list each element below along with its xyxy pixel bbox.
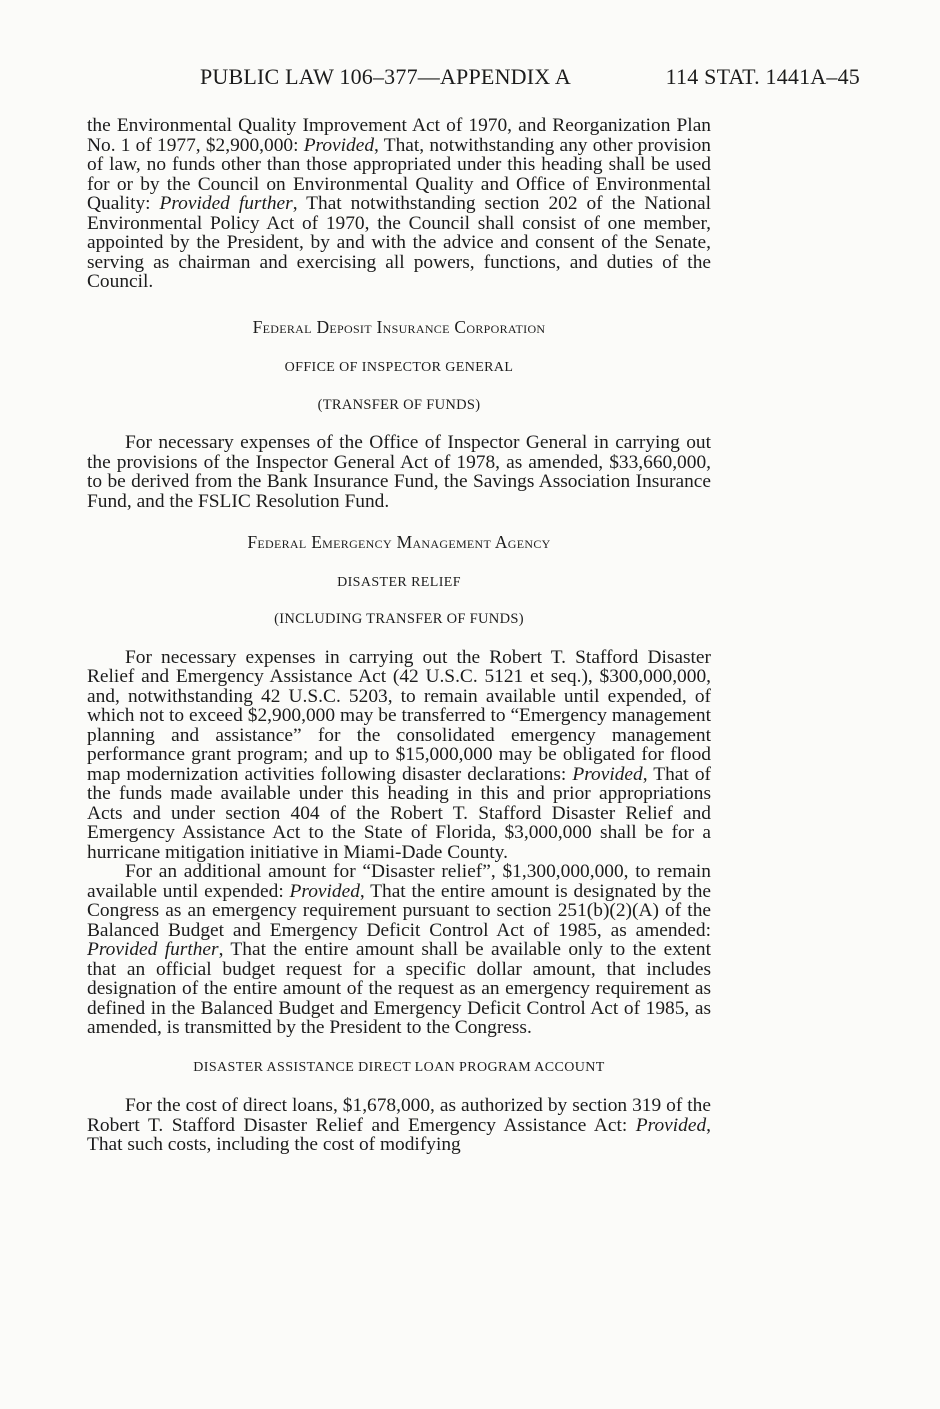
text-run: For the cost of direct loans, $1,678,000, as authorized by section 319 of the Robert T. Stafford Disaster Relief and Emergency Assistance Act: xyxy=(87,1095,711,1136)
text-run: , That the entire amount is designated by the Congress as an emergency requirement pursuant to section 251(b)(2)(A) of the Balanced Budget and Emergency Deficit Control Act of 1985, as amended: xyxy=(87,880,711,941)
italic-run: Provided xyxy=(635,1114,707,1136)
italic-run: Provided further xyxy=(87,939,219,960)
running-header xyxy=(200,64,860,94)
fdic-heading: Federal Deposit Insurance Corporation xyxy=(252,316,546,337)
oig-subheading: OFFICE OF INSPECTOR GENERAL xyxy=(284,360,514,375)
text-run: , That such costs, including the cost of modifying xyxy=(87,1114,711,1155)
header-law-title: PUBLIC LAW 106–377—APPENDIX A xyxy=(200,64,571,89)
text-run: , That notwithstanding section 202 of the National Environmental Policy Act of 1970, the Council shall consist of one member, appointed by the President, by and with the advice and consent of the Senate, serving as chairman and exercising all powers, functions, and duties of the Council. xyxy=(87,193,712,292)
oig-paragraph: For necessary expenses of the Office of Inspector General in carrying out the provisions of the Inspector General Act of 1978, as amended, $33,660,000, to be derived from the Bank Insurance Fund, the Savings Association Insurance Fund, and the FSLIC Resolution Fund. xyxy=(87,432,711,512)
text-run: For an additional amount for “Disaster relief”, $1,300,000,000, to remain available until expended: xyxy=(87,861,711,902)
loan-program-heading: DISASTER ASSISTANCE DIRECT LOAN PROGRAM ACCOUNT xyxy=(193,1059,605,1075)
italic-run: Provided xyxy=(303,134,375,156)
direct-loans-paragraph xyxy=(87,1096,711,1155)
italic-run: Provided xyxy=(289,880,360,902)
text-run: For necessary expenses in carrying out the Robert T. Stafford Disaster Relief and Emergency Assistance Act (42 U.S.C. 5121 et seq.), $300,000,000, and, notwithstanding 42 U.S.C. 5203, to remain available until expended, of which not to exceed $2,900,000 may be transferred to “Emergency management planning and assistance” for the consolidated emergency management performance grant program; and up to $15,000,000 may be obligated for flood map modernization activities following disaster declarations: xyxy=(87,646,711,785)
including-transfer-note: (INCLUDING TRANSFER OF FUNDS) xyxy=(274,611,524,627)
text-run: , That, notwithstanding any other provision of law, no funds other than those appropriated under this heading shall be used for or by the Council on Environmental Quality and Office of Environmental Quality: xyxy=(87,134,711,214)
additional-amount-paragraph xyxy=(87,862,711,1038)
page-body xyxy=(87,116,711,1155)
ceq-paragraph xyxy=(87,116,711,292)
fema-heading: Federal Emergency Management Agency xyxy=(247,532,551,552)
italic-run: Provided further xyxy=(159,193,293,214)
text-run: , That the entire amount shall be available only to the extent that an official budget request for a specific dollar amount, that includes designation of the entire amount of the request as an emergency requirement as defined in the Balanced Budget and Emergency Deficit Control Act of 1985, as amended, is transmitted by the President to the Congress. xyxy=(87,939,711,1038)
text-run: , That of the funds made available under this heading in this and prior appropriations Acts and under section 404 of the Robert T. Stafford Disaster Relief and Emergency Assistance Act to the State of Florida, $3,000,000 shall be for a hurricane mitigation initiative in Miami-Dade County. xyxy=(87,763,711,863)
disaster-relief-subheading: DISASTER RELIEF xyxy=(337,574,461,590)
text-run: the Environmental Quality Improvement Act of 1970, and Reorganization Plan No. 1 of 1977, $2,900,000: xyxy=(87,115,711,156)
header-stat-citation: 114 STAT. 1441A–45 xyxy=(665,64,860,89)
italic-run: Provided xyxy=(572,763,643,785)
transfer-note: (TRANSFER OF FUNDS) xyxy=(317,396,481,413)
disaster-relief-paragraph xyxy=(87,648,711,863)
